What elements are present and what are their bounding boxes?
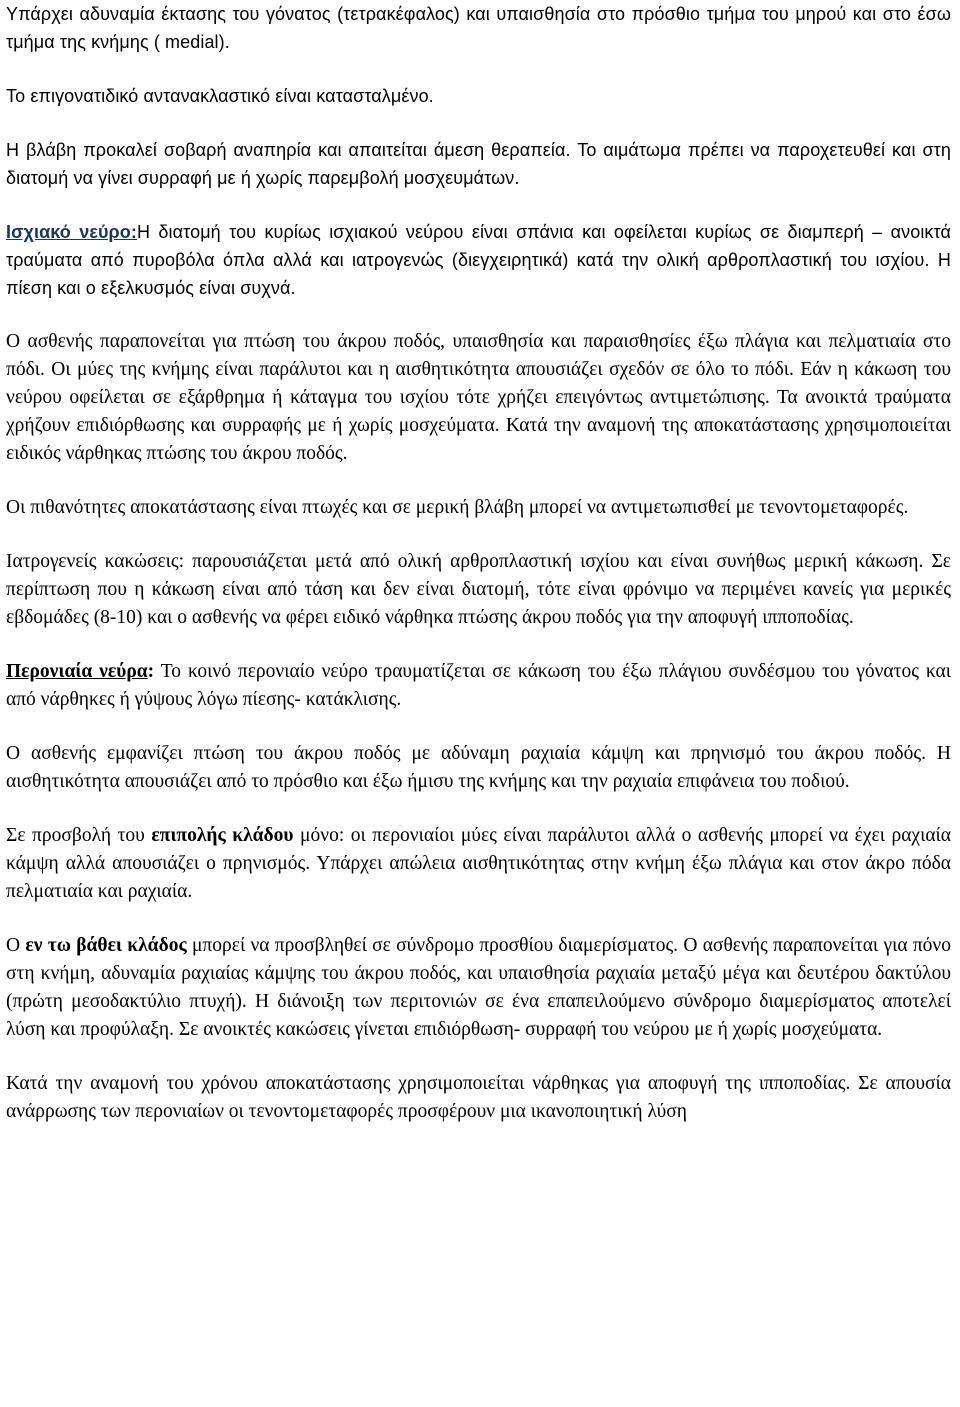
- paragraph-foot-drop-symptoms: Ο ασθενής παραπονείται για πτώση του άκρου ποδός, υπαισθησία και παραισθησίες έξω πλάγια και πελματιαία στο πόδι. Οι μύες της κνήμης είναι παράλυτοι και η αισθητικότητα απουσιάζει σχεδόν σε όλο το πόδι. Εάν η κάκωση του νεύρου οφείλεται σε εξάρθρημα ή κάταγμα του ισχίου τότε χρήζει επειγόντως αντιμετώπισης. Τα ανοικτά τραύματα χρήζουν επιδιόρθωσης και συρραφής με ή χωρίς μοσχεύματα. Κατά την αναμονή της αποκατάστασης χρησιμοποιείται ειδικός νάρθηκας πτώσης του άκρου ποδός.: [6, 331, 951, 464]
- paragraph-gap: [6, 906, 951, 932]
- sciatic-nerve-heading: Ισχιακό νεύρο:: [6, 222, 137, 242]
- peroneal-heading-colon: :: [147, 661, 155, 682]
- paragraph-deep-branch: [6, 932, 951, 1044]
- paragraph-gap: [6, 110, 951, 136]
- paragraph-recovery-chances: Οι πιθανότητες αποκατάστασης είναι πτωχές και σε μερική βλάβη μπορεί να αντιμετωπισθεί με τενοντομεταφορές.: [6, 497, 909, 518]
- paragraph-patellar-reflex: Το επιγονατιδικό αντανακλαστικό είναι κατασταλμένο.: [6, 86, 434, 106]
- paragraph-peroneal-nerves: [6, 658, 951, 714]
- femoral-section: [6, 0, 951, 302]
- paragraph-gap: [6, 468, 951, 494]
- sciatic-nerve-text: Η διατομή του κυρίως ισχιακού νεύρου είναι σπάνια και οφείλεται κυρίως σε διαμπερή – ανοικτά τραύματα από πυροβόλα όπλα αλλά και ιατρογενώς (διεγχειρητικά) κατά την ολική αρθροπλαστική του ισχίου. Η πίεση και ο εξελκυσμός είναι συχνά.: [6, 222, 951, 298]
- paragraph-gap: [6, 1044, 951, 1070]
- superficial-branch-term: επιπολής κλάδου: [151, 825, 294, 846]
- paragraph-iatrogenic-injuries: Ιατρογενείς κακώσεις: παρουσιάζεται μετά από ολική αρθροπλαστική ισχίου και είναι συνήθως μερική κάκωση. Σε περίπτωση που η κάκωση είναι από τάση και δεν είναι διατομή, τότε είναι φρόνιμο να περιμένει κανείς για μερικές εβδομάδες (8-10) και ο ασθενής να φέρει ειδικό νάρθηκα πτώσης άκρου ποδός για την αποφυγή ιπποποδίας.: [6, 551, 951, 628]
- deep-branch-lead: Ο: [6, 935, 26, 956]
- paragraph-severe-disability: Η βλάβη προκαλεί σοβαρή αναπηρία και απαιτείται άμεση θεραπεία. Το αιμάτωμα πρέπει να παροχετευθεί και στη διατομή να γίνει συρραφή με ή χωρίς παρεμβολή μοσχευμάτων.: [6, 140, 951, 188]
- superficial-branch-lead: Σε προσβολή του: [6, 825, 152, 846]
- peroneal-nerves-heading: Περονιαία νεύρα: [6, 661, 148, 682]
- paragraph-superficial-branch: [6, 822, 951, 906]
- superficial-branch-text: μόνο: οι περονιαίοι μύες είναι παράλυτοι αλλά ο ασθενής μπορεί να έχει ραχιαία κάμψη αλλά απουσιάζει ο πρηνισμός. Υπάρχει απώλεια αισθητικότητας στην κνήμη έξω πλάγια και στον άκρο πόδα πελματιαία και ραχιαία.: [6, 825, 952, 902]
- paragraph-gap: [6, 714, 951, 740]
- deep-branch-term: εν τω βάθει κλάδος: [25, 935, 187, 956]
- paragraph-gap: [6, 56, 951, 82]
- deep-branch-text: μπορεί να προσβληθεί σε σύνδρομο προσθίου διαμερίσματος. Ο ασθενής παραπονείται για πόνο στη κνήμη, αδυναμία ραχιαίας κάμψης του άκρου ποδός, και υπαισθησία ραχιαία μεταξύ μέγα και δευτέρου δακτύλου (πρώτη μεσοδακτύλιο πτυχή). Η διάνοιξη των περιτονιών σε ένα επαπειλούμενο σύνδρομο διαμερίσματος αποτελεί λύση και προφύλαξη. Σε ανοικτές κακώσεις γίνεται επιδιόρθωση- συρραφή του νεύρου με ή χωρίς μοσχεύματα.: [6, 935, 951, 1040]
- paragraph-gap: [6, 632, 951, 658]
- paragraph-sciatic-nerve: [6, 218, 951, 302]
- paragraph-gap: [6, 192, 951, 218]
- peroneal-nerves-text: Το κοινό περονιαίο νεύρο τραυματίζεται σε κάκωση του έξω πλάγιου συνδέσμου του γόνατος και από νάρθηκες ή γύψους λόγω πίεσης- κατάκλισης.: [6, 661, 951, 710]
- paragraph-gap: [6, 302, 951, 328]
- paragraph-foot-drop-presentation: Ο ασθενής εμφανίζει πτώση του άκρου ποδός με αδύναμη ραχιαία κάμψη και πρηνισμό του άκρου ποδός. Η αισθητικότητα απουσιάζει από το πρόσθιο και έξω ήμισυ της κνήμης και την ραχιαία επιφάνεια του ποδιού.: [6, 743, 951, 792]
- paragraph-gap: [6, 796, 951, 822]
- paragraph-waiting-period: Κατά την αναμονή του χρόνου αποκατάστασης χρησιμοποιείται νάρθηκας για αποφυγή της ιπποποδίας. Σε απουσία ανάρρωσης των περονιαίων οι τενοντομεταφορές προσφέρουν μια ικανοποιητική λύση: [6, 1073, 951, 1122]
- paragraph-gap: [6, 522, 951, 548]
- paragraph-quadriceps-weakness: Υπάρχει αδυναμία έκτασης του γόνατος (τετρακέφαλος) και υπαισθησία στο πρόσθιο τμήμα του μηρού και στο έσω τμήμα της κνήμης ( medial).: [6, 4, 951, 52]
